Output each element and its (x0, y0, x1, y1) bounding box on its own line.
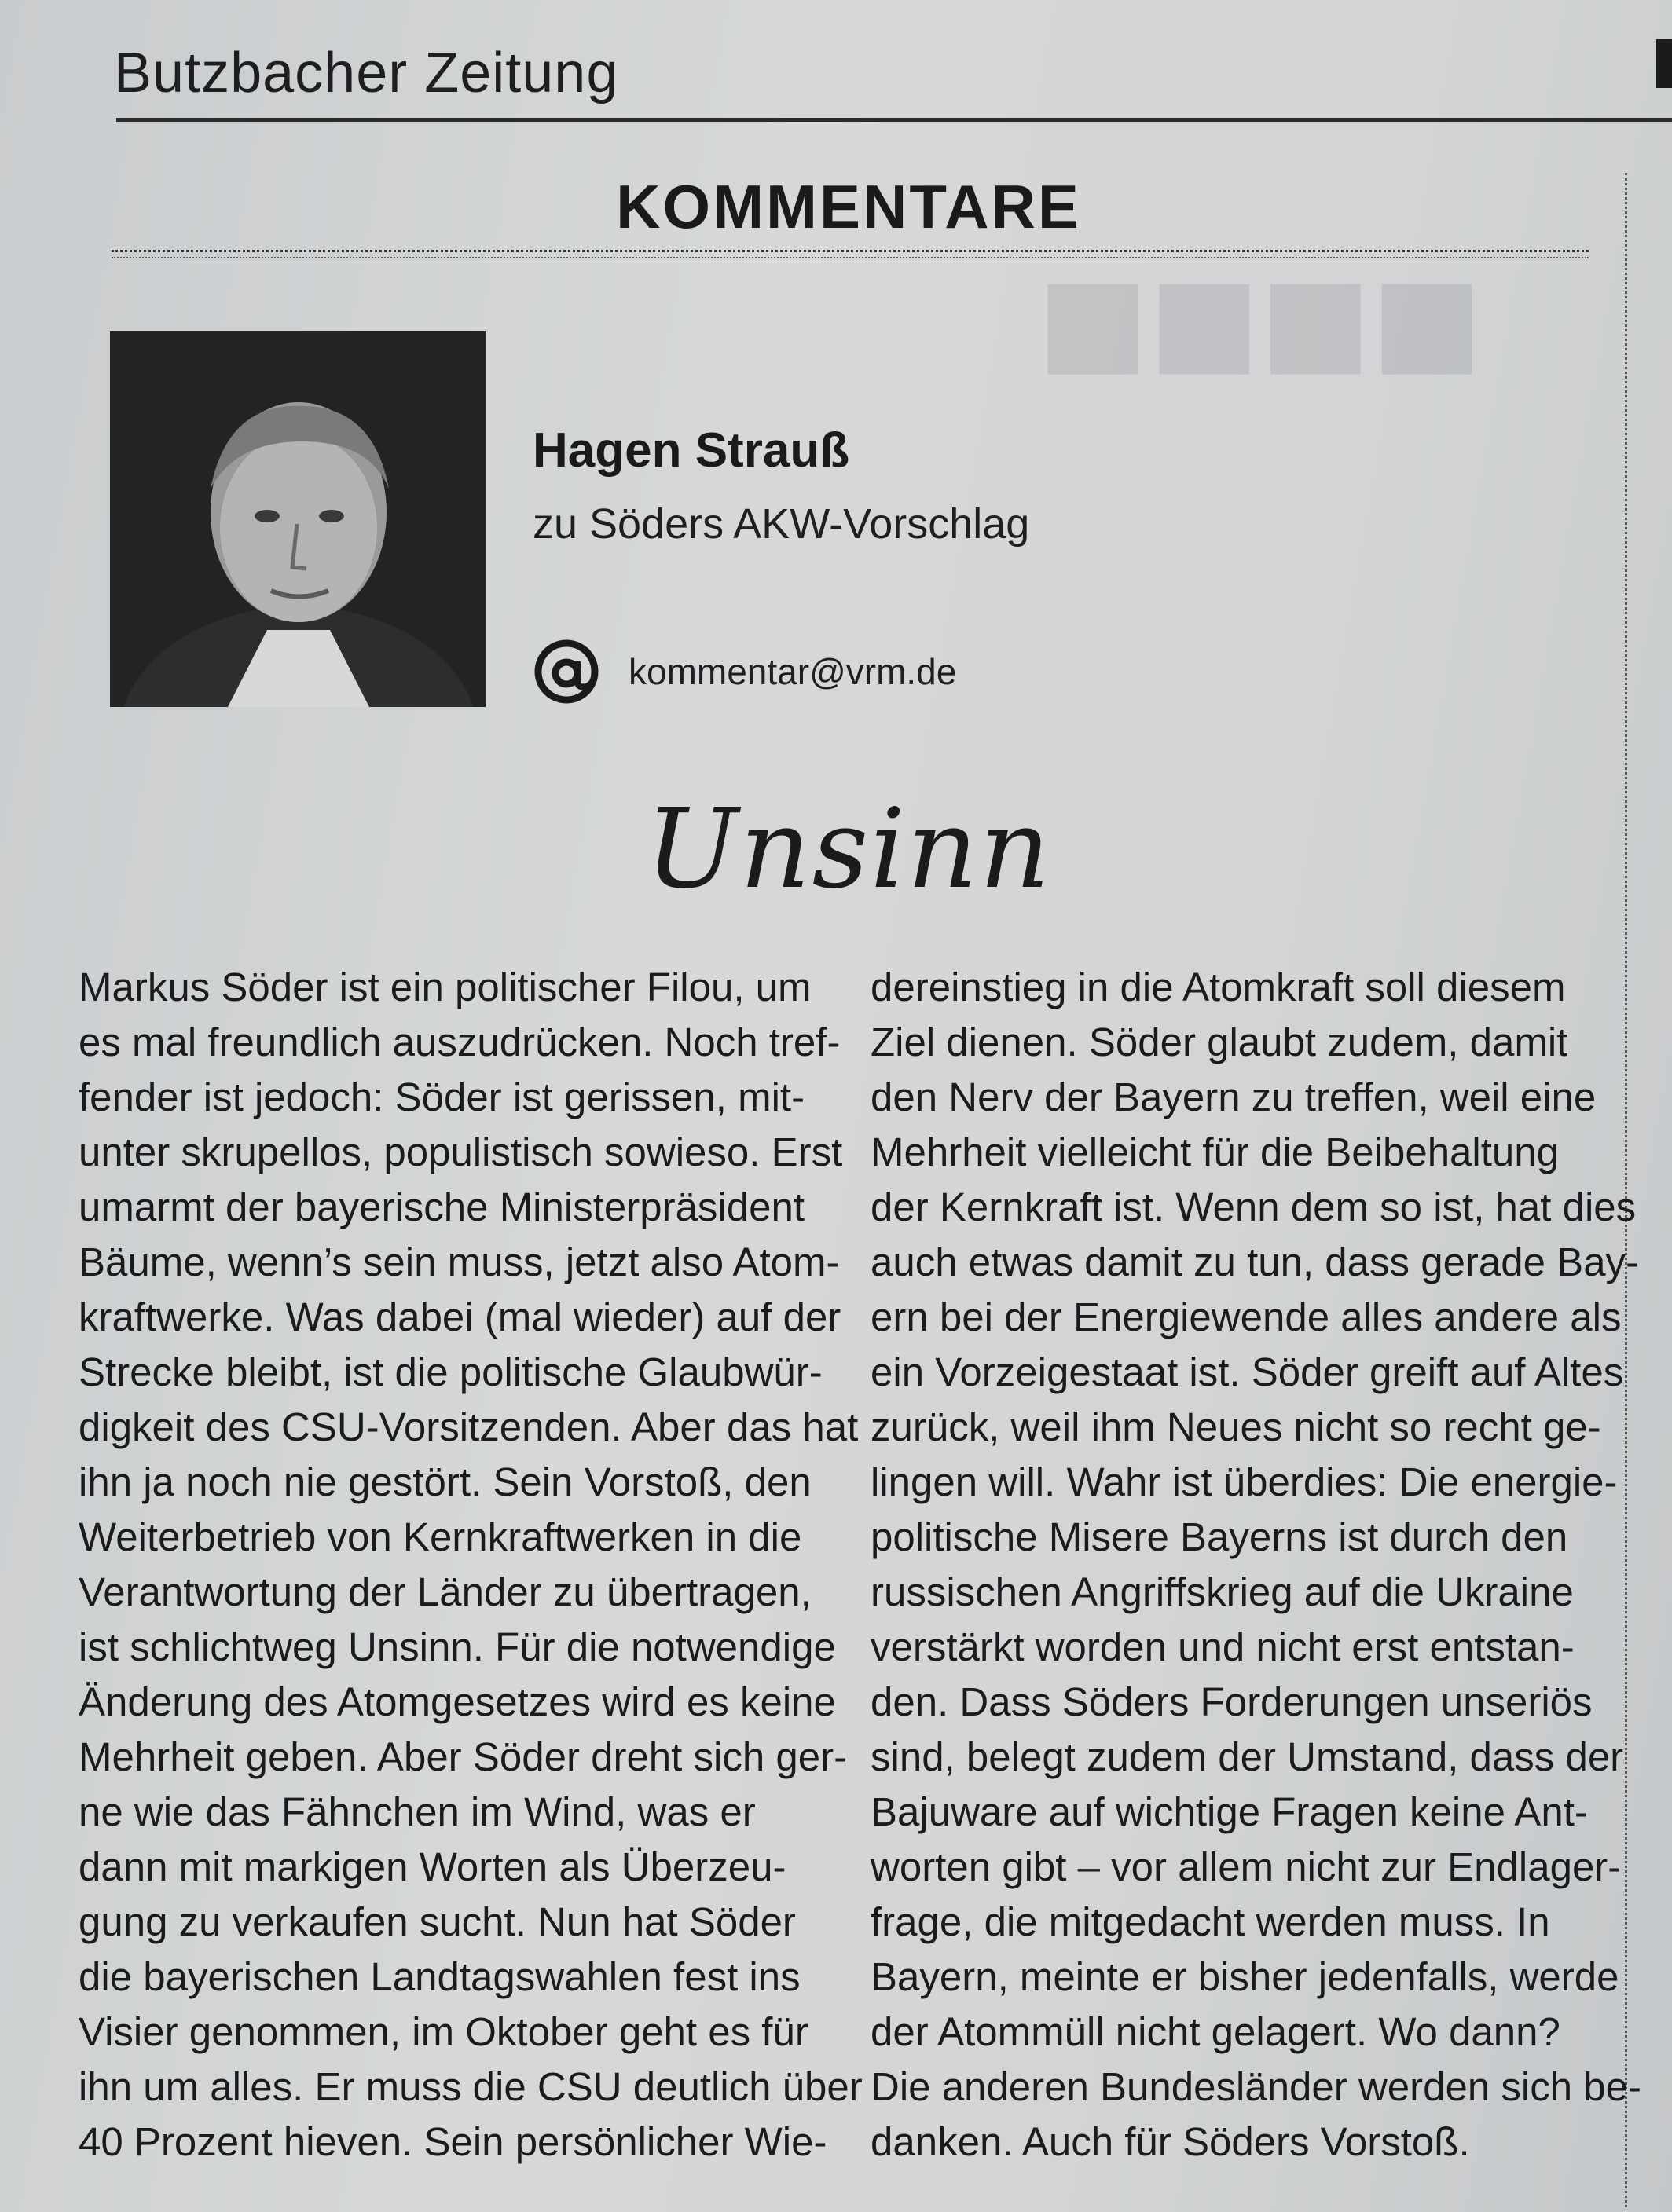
text-line: russischen Angriffskrieg auf die Ukraine (871, 1569, 1574, 1614)
text-line: frage, die mitgedacht werden muss. In (871, 1899, 1550, 1944)
text-line: ihn ja noch nie gestört. Sein Vorstoß, den (79, 1459, 812, 1504)
text-line: es mal freundlich auszudrücken. Noch tref- (79, 1020, 841, 1064)
text-line: kraftwerke. Was dabei (mal wieder) auf der (79, 1295, 842, 1339)
author-portrait (110, 331, 486, 707)
text-line: Strecke bleibt, ist die politische Glaubwür- (79, 1350, 823, 1394)
text-line: fender ist jedoch: Söder ist gerissen, mit- (79, 1075, 805, 1119)
text-line: dann mit markigen Worten als Überzeu- (79, 1844, 786, 1889)
text-line: Visier genommen, im Oktober geht es für (79, 2009, 808, 2054)
text-line: verstärkt worden und nicht erst entstan- (871, 1624, 1575, 1669)
text-line: die bayerischen Landtagswahlen fest ins (79, 1954, 801, 1999)
text-line: Bayern, meinte er bisher jedenfalls, werde (871, 1954, 1619, 1999)
section-title: KOMMENTARE (616, 172, 1081, 241)
author-name: Hagen Strauß (533, 423, 850, 478)
newspaper-name: Butzbacher Zeitung (114, 42, 619, 104)
text-line: ne wie das Fähnchen im Wind, was er (79, 1789, 756, 1834)
text-line: auch etwas damit zu tun, dass gerade Bay- (871, 1240, 1640, 1284)
text-line: ist schlichtweg Unsinn. Für die notwendige (79, 1624, 836, 1669)
section-rule (112, 250, 1589, 258)
article-column-2 (871, 960, 1641, 2170)
text-line: digkeit des CSU-Vorsitzenden. Aber das hat (79, 1404, 859, 1449)
text-line: den. Dass Söders Forderungen unseriös (871, 1679, 1593, 1724)
text-line: Mehrheit geben. Aber Söder dreht sich ger- (79, 1734, 848, 1779)
text-line: Bäume, wenn’s sein muss, jetzt also Atom- (79, 1240, 840, 1284)
text-line: gung zu verkaufen sucht. Nun hat Söder (79, 1899, 796, 1944)
comment-topic: zu Söders AKW-Vorschlag (533, 500, 1030, 548)
text-line: umarmt der bayerische Ministerpräsident (79, 1185, 805, 1229)
text-line: Ziel dienen. Söder glaubt zudem, damit (871, 1020, 1568, 1064)
article-headline: Unsinn (645, 786, 1052, 914)
text-line: worten gibt – vor allem nicht zur Endlager- (871, 1844, 1622, 1889)
text-line: zurück, weil ihm Neues nicht so recht ge- (871, 1404, 1601, 1449)
text-line: der Kernkraft ist. Wenn dem so ist, hat dies (871, 1185, 1637, 1229)
contact-email[interactable]: kommentar@vrm.de (629, 651, 957, 692)
portrait-icon (110, 331, 486, 707)
text-line: Die anderen Bundesländer werden sich be- (871, 2064, 1641, 2109)
text-line: ein Vorzeigestaat ist. Söder greift auf Altes (871, 1350, 1624, 1394)
article-column-1 (79, 960, 863, 2170)
text-line: Weiterbetrieb von Kernkraftwerken in die (79, 1514, 802, 1559)
text-line: ern bei der Energiewende alles andere als (871, 1295, 1622, 1339)
text-line: lingen will. Wahr ist überdies: Die energie- (871, 1459, 1618, 1504)
text-line: 40 Prozent hieven. Sein persönlicher Wie- (79, 2119, 827, 2164)
at-sign-icon (533, 638, 600, 705)
header-rule (116, 118, 1672, 122)
text-line: danken. Auch für Söders Vorstoß. (871, 2119, 1470, 2164)
text-line: sind, belegt zudem der Umstand, dass der (871, 1734, 1624, 1779)
page-corner-mark (1656, 39, 1672, 88)
text-line: Mehrheit vielleicht für die Beibehaltung (871, 1130, 1560, 1174)
text-line: der Atommüll nicht gelagert. Wo dann? (871, 2009, 1560, 2054)
text-line: Bajuware auf wichtige Fragen keine Ant- (871, 1789, 1588, 1834)
text-line: den Nerv der Bayern zu treffen, weil eine (871, 1075, 1597, 1119)
text-line: dereinstieg in die Atomkraft soll diesem (871, 965, 1566, 1009)
text-line: ihn um alles. Er muss die CSU deutlich über (79, 2064, 863, 2109)
text-line: Markus Söder ist ein politischer Filou, um (79, 965, 812, 1009)
text-line: Verantwortung der Länder zu übertragen, (79, 1569, 812, 1614)
show-through: ■■■■ (1037, 251, 1483, 388)
text-line: Änderung des Atomgesetzes wird es keine (79, 1679, 836, 1724)
text-line: politische Misere Bayerns ist durch den (871, 1514, 1568, 1559)
text-line: unter skrupellos, populistisch sowieso. Erst (79, 1130, 843, 1174)
